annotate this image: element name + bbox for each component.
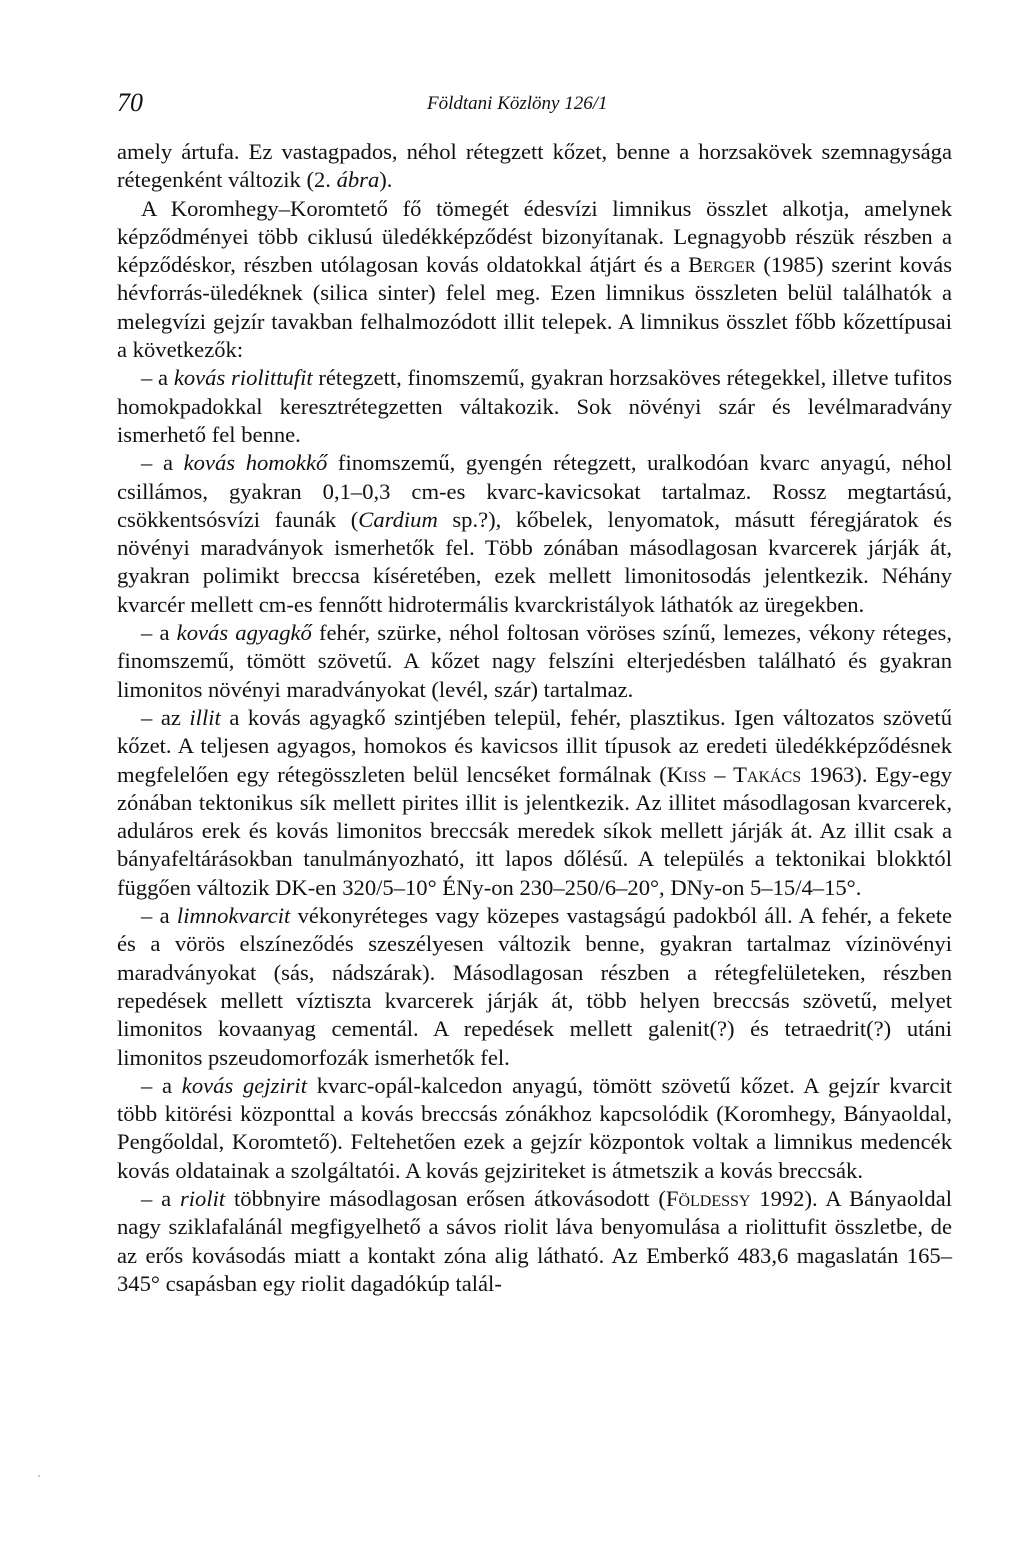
- taxon-name: Cardium: [358, 506, 438, 532]
- page-number: 70: [117, 88, 143, 117]
- rock-type-term: illit: [189, 704, 221, 730]
- list-item-kovas-agyagko: – a kovás agyagkő fehér, szürke, néhol foltosan vöröses színű, lemezes, vékony réteges, finomszemű, tömött szövetű. A kőzet nagy felszíni elterjedésben található és gyakran limonitos növényi maradványokat (levél, szár) tartalmaz.: [117, 620, 952, 702]
- rock-type-term: kovás riolittufit: [173, 365, 313, 391]
- running-header: [117, 88, 952, 124]
- list-item-limnokvarcit: – a limnokvarcit vékonyréteges vagy közepes vastagságú padokból áll. A fehér, a fekete és a vörös elszíneződés szeszélyesen változik benne, gyakran tartalmaz vízinövényi maradványokat (sás, nádszárak). Másodlagosan részben a rétegfelületeken, részben repedések mellett víztiszta kvarcerek járják át, több helyen breccsás szövetű, melyet limonitos kovaanyag cementál. A repedések mellett galenit(?) és tetraedrit(?) utáni limonitos pszeudomorfozák ismerhetők fel.: [117, 903, 953, 1070]
- paragraph-artufa: amely ártufa. Ez vastagpados, néhol rétegzett kőzet, benne a horzsakövek szemnagysága rétegenként változik (2. ábra).: [117, 139, 952, 193]
- rock-type-term: kovás gejzirit: [181, 1072, 307, 1098]
- rock-type-term: limnokvarcit: [176, 903, 291, 929]
- author-citation: Földessy: [665, 1185, 751, 1211]
- rock-type-term: kovás homokkő: [183, 450, 328, 476]
- body-text: [117, 138, 952, 1298]
- paragraph-limnikus-osszlet: A Koromhegy–Koromtető fő tömegét édesvízi limnikus összlet alkotja, amelynek képződményei több ciklusú üledékképződést bizonyítanak. Legnagyobb részük részben a képződéskor, részben utólagosan kovás oldatokkal átjárt és a Berger (1985) szerint kovás hévforrás-üledéknek (silica sinter) felel meg. Ezen limnikus összleten belül találhatók a melegvízi gejzír tavakban felhalmozódott illit telepek. A limnikus összlet főbb kőzettípusai a következők:: [117, 195, 953, 363]
- rock-type-term: riolit: [179, 1185, 226, 1211]
- author-citation: Berger: [688, 252, 756, 278]
- list-item-kovas-riolittufit: – a kovás riolittufit rétegzett, finomszemű, gyakran horzsaköves rétegekkel, illetve tufitos homokpadokkal keresztrétegzetten váltakozik. Sok növényi szár és levélmaradvány ismerhető fel benne.: [117, 365, 952, 447]
- document-page: [117, 88, 952, 1298]
- rock-type-term: kovás agyagkő: [176, 620, 312, 646]
- author-citation: Kiss – Takács: [666, 761, 802, 787]
- journal-title: Földtani Közlöny 126/1: [427, 93, 608, 114]
- list-item-riolit: – a riolit többnyire másodlagosan erősen átkovásodott (Földessy 1992). A Bányaoldal nagy sziklafalánál megfigyelhető a sávos riolit láva benyomulása a riolittufit összletbe, de az erős kovásodás miatt a kontakt zóna alig látható. Az Emberkő 483,6 magaslatán 165–345° csapásban egy riolit dagadókúp talál-: [117, 1185, 953, 1296]
- list-item-kovas-homokko: – a kovás homokkő finomszemű, gyengén rétegzett, uralkodóan kvarc anyagú, néhol csillámos, gyakran 0,1–0,3 cm-es kvarc-kavicsokat tartalmaz. Rossz megtartású, csökkentsósvízi faunák (Cardium sp.?), kőbelek, lenyomatok, másutt féregjáratok és növényi maradványok ismerhetők fel. Több zónában másodlagosan kvarcerek járják át, gyakran polimikt breccsa kíséretében, ezek mellett limonitosodás jelentkezik. Néhány kvarcér mellett cm-es fennőtt hidrotermális kvarckristályok láthatók az üregekben.: [117, 450, 953, 617]
- list-item-illit: – az illit a kovás agyagkő szintjében települ, fehér, plasztikus. Igen változatos szövetű kőzet. A teljesen agyagos, homokos és kavicsos illit típusok az eredeti üledékképződésnek megfelelően egy rétegösszleten belül lencséket formálnak (Kiss – Takács 1963). Egy-egy zónában tektonikus sík mellett pirites illit is jelentkezik. Az illitet másodlagosan kvarcerek, aduláros erek és kovás limonitos breccsák meredek síkok mellett járják át. Az illit csak a bányafeltárásokban tanulmányozható, itt lapos dőlésű. A település a tektonikai blokktól függően változik DK-en 320/5–10° ÉNy-on 230–250/6–20°, DNy-on 5–15/4–15°.: [117, 704, 952, 900]
- list-item-kovas-gejzirit: – a kovás gejzirit kvarc-opál-kalcedon anyagú, tömött szövetű kőzet. A gejzír kvarcit több kitörési központtal a kovás breccsás zónákhoz kapcsolódik (Koromhegy, Bányaoldal, Pengőoldal, Koromtető). Feltehetően ezek a gejzír központok voltak a limnikus medencék kovás oldatainak a szolgáltatói. A kovás gejziriteket is átmetszik a kovás breccsák.: [117, 1072, 952, 1183]
- scan-speck: [38, 1475, 40, 1477]
